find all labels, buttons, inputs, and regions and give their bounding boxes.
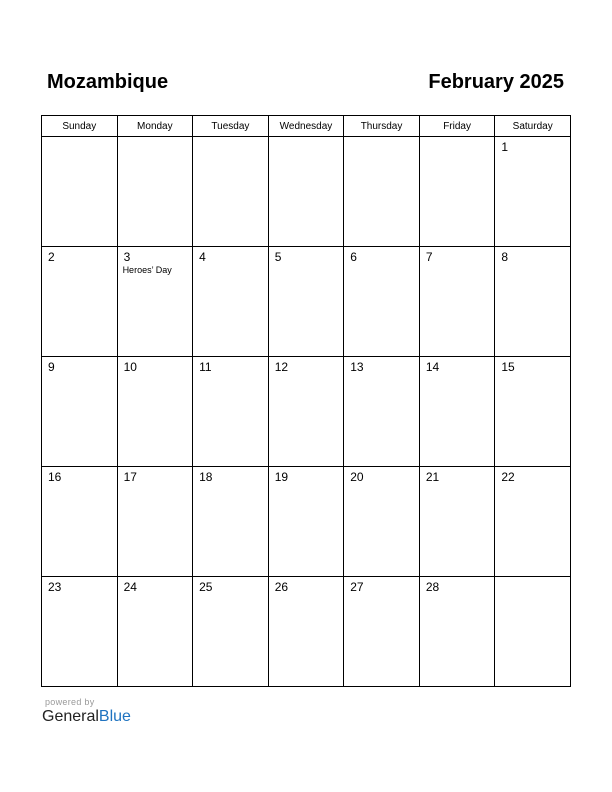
day-number: 23 [48, 580, 62, 594]
day-number: 12 [274, 360, 289, 374]
day-cell [495, 137, 571, 247]
weekday-header-tuesday: Tuesday [193, 116, 269, 137]
day-number: 5 [274, 250, 282, 264]
day-number: 15 [501, 360, 515, 374]
day-number: 6 [350, 250, 357, 264]
weekday-header-wednesday: Wednesday [268, 116, 344, 137]
day-cell [419, 247, 495, 357]
country-title: Mozambique [47, 71, 169, 93]
day-cell [344, 247, 420, 357]
day-cell [344, 577, 420, 687]
day-number: 1 [501, 140, 509, 154]
day-number: 4 [199, 250, 206, 264]
day-cell [495, 577, 571, 687]
day-number: 28 [425, 580, 440, 594]
day-cell [42, 137, 118, 247]
weekday-header-monday: Monday [117, 116, 193, 137]
holiday-label: Heroes’ Day [122, 265, 172, 275]
day-number: 9 [48, 360, 55, 374]
day-number: 26 [274, 580, 289, 594]
day-cell [268, 357, 344, 467]
day-number: 2 [48, 250, 55, 264]
day-number: 25 [199, 580, 213, 594]
week-row [42, 577, 571, 687]
day-cell [42, 467, 118, 577]
week-row [42, 137, 571, 247]
calendar-grid [41, 115, 571, 687]
day-number: 11 [199, 360, 212, 374]
week-row [42, 247, 571, 357]
week-row [42, 357, 571, 467]
day-cell [344, 137, 420, 247]
day-cell [344, 467, 420, 577]
day-cell [193, 137, 269, 247]
day-cell [419, 357, 495, 467]
weekday-header-friday: Friday [419, 116, 495, 137]
day-cell [117, 467, 193, 577]
day-cell [419, 137, 495, 247]
day-cell [268, 577, 344, 687]
day-cell [268, 137, 344, 247]
powered-by-label: powered by [45, 697, 95, 707]
day-number: 22 [501, 470, 515, 484]
logo-text-blue: Blue [98, 708, 131, 725]
day-cell [193, 247, 269, 357]
day-number: 21 [425, 470, 440, 484]
weekday-header-sunday: Sunday [42, 116, 118, 137]
day-number: 24 [123, 580, 137, 594]
day-cell [419, 467, 495, 577]
day-cell [193, 357, 269, 467]
day-number: 16 [48, 470, 62, 484]
day-cell [117, 357, 193, 467]
day-number: 8 [501, 250, 509, 264]
day-cell [495, 467, 571, 577]
day-cell [117, 247, 193, 357]
week-row [42, 467, 571, 577]
day-cell [419, 577, 495, 687]
day-number: 13 [350, 360, 364, 374]
day-cell [268, 247, 344, 357]
day-cell [495, 247, 571, 357]
day-number: 19 [274, 470, 289, 484]
logo-text-general: General [42, 708, 99, 725]
day-number: 3 [123, 250, 131, 264]
generalblue-logo[interactable] [42, 708, 131, 726]
day-number: 14 [425, 360, 440, 374]
day-number: 10 [123, 360, 137, 374]
day-number: 27 [350, 580, 364, 594]
day-cell [42, 577, 118, 687]
day-cell [344, 357, 420, 467]
day-number: 7 [425, 250, 433, 264]
day-cell [117, 137, 193, 247]
day-cell [42, 357, 118, 467]
day-number: 20 [350, 470, 364, 484]
day-cell [268, 467, 344, 577]
day-cell [193, 577, 269, 687]
weekday-header-row [42, 116, 571, 137]
month-year-title: February 2025 [428, 71, 564, 93]
day-number: 17 [123, 470, 137, 484]
day-number: 18 [199, 470, 213, 484]
day-cell [193, 467, 269, 577]
day-cell [117, 577, 193, 687]
weekday-header-thursday: Thursday [344, 116, 420, 137]
day-cell [495, 357, 571, 467]
weekday-header-saturday: Saturday [495, 116, 571, 137]
day-cell [42, 247, 118, 357]
